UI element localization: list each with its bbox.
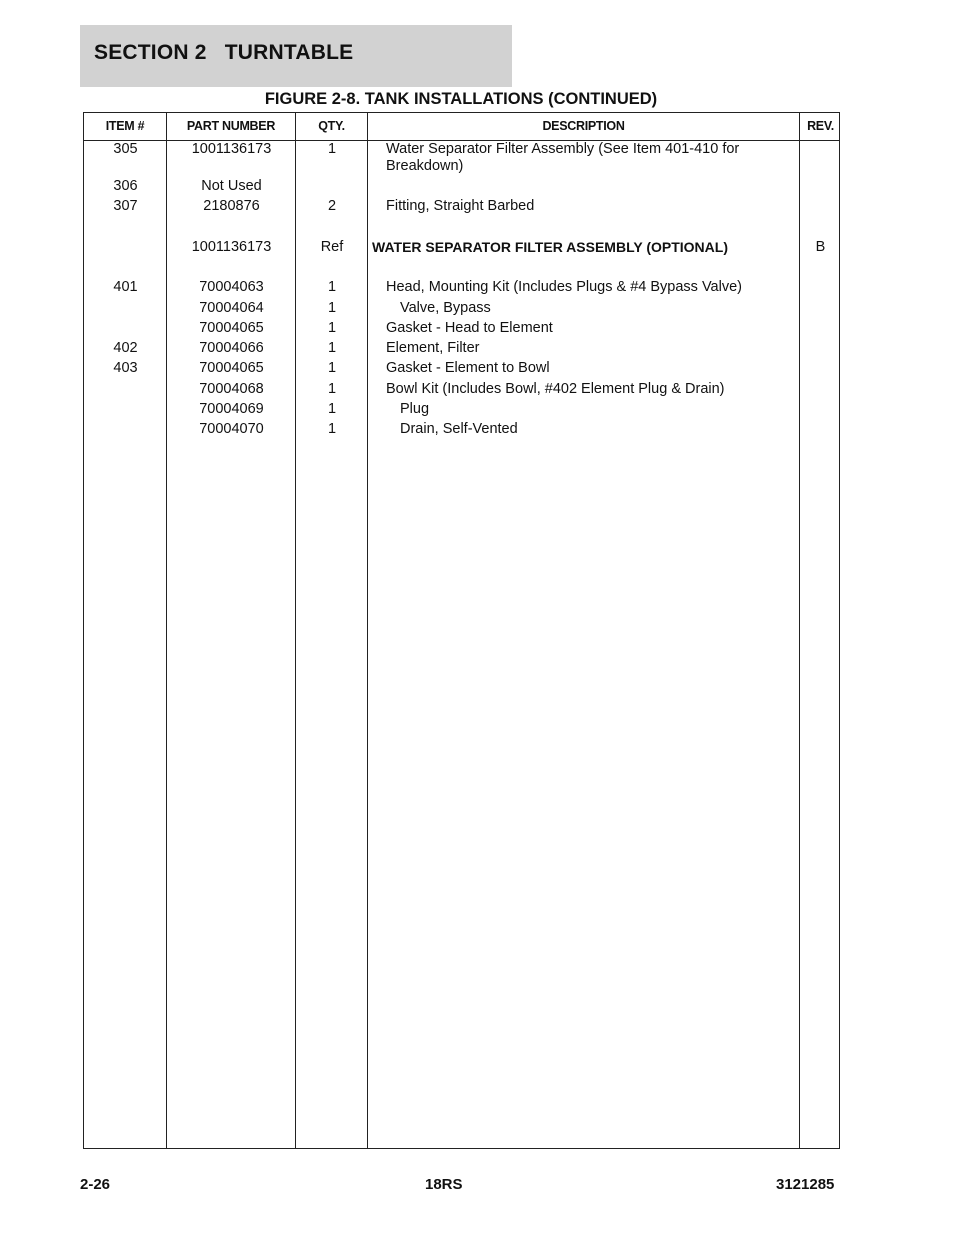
part-number: 70004070 <box>199 421 264 437</box>
column-divider <box>367 113 368 1148</box>
document-number: 3121285 <box>776 1176 835 1193</box>
description: Bowl Kit (Includes Bowl, #402 Element Plug & Drain) <box>386 381 725 397</box>
quantity: 1 <box>327 401 337 417</box>
description: Fitting, Straight Barbed <box>386 198 535 214</box>
quantity: 2 <box>327 198 337 214</box>
quantity: 1 <box>327 141 337 157</box>
header-qty: QTY. <box>318 119 345 133</box>
page-number: 2-26 <box>80 1176 111 1193</box>
item-number: 401 <box>113 279 138 295</box>
header-rev: REV. <box>807 119 834 133</box>
quantity: 1 <box>327 340 337 356</box>
description: Water Separator Filter Assembly (See Item 401-410 for Breakdown) <box>386 141 740 174</box>
item-number: 403 <box>113 360 138 376</box>
part-number: 70004069 <box>199 401 264 417</box>
description: Element, Filter <box>386 340 480 356</box>
description: Drain, Self-Vented <box>400 421 518 437</box>
quantity: 1 <box>327 360 337 376</box>
item-number: 307 <box>113 198 138 214</box>
assembly-heading: WATER SEPARATOR FILTER ASSEMBLY (OPTIONAL) <box>372 239 728 255</box>
quantity: 1 <box>327 279 337 295</box>
description: Gasket - Head to Element <box>386 320 553 336</box>
part-number: 70004065 <box>199 320 264 336</box>
description: Gasket - Element to Bowl <box>386 360 550 376</box>
revision: B <box>815 239 826 255</box>
part-number: 1001136173 <box>191 239 272 255</box>
figure-title: FIGURE 2-8. TANK INSTALLATIONS (CONTINUED) <box>264 90 658 108</box>
header-description: DESCRIPTION <box>542 119 625 133</box>
part-number: Not Used <box>201 178 262 194</box>
description: Plug <box>400 401 430 417</box>
section-header <box>80 25 512 87</box>
item-number: 305 <box>113 141 138 157</box>
quantity: Ref <box>320 239 344 255</box>
item-number: 402 <box>113 340 138 356</box>
description: Head, Mounting Kit (Includes Plugs & #4 Bypass Valve) <box>386 279 742 295</box>
part-number: 70004065 <box>199 360 264 376</box>
part-number: 70004068 <box>199 381 264 397</box>
parts-table <box>83 112 840 1149</box>
quantity: 1 <box>327 300 337 316</box>
part-number: 1001136173 <box>191 141 272 157</box>
quantity: 1 <box>327 381 337 397</box>
header-item: ITEM # <box>105 119 145 133</box>
part-number: 70004064 <box>199 300 264 316</box>
part-number: 70004063 <box>199 279 264 295</box>
column-divider <box>166 113 167 1148</box>
column-divider <box>295 113 296 1148</box>
model-name: 18RS <box>425 1176 463 1193</box>
description: Valve, Bypass <box>400 300 491 316</box>
item-number: 306 <box>113 178 138 194</box>
part-number: 2180876 <box>203 198 260 214</box>
quantity: 1 <box>327 320 337 336</box>
header-part-number: PART NUMBER <box>186 119 276 133</box>
quantity: 1 <box>327 421 337 437</box>
section-title: SECTION 2 TURNTABLE <box>94 41 354 64</box>
column-divider <box>799 113 800 1148</box>
part-number: 70004066 <box>199 340 264 356</box>
